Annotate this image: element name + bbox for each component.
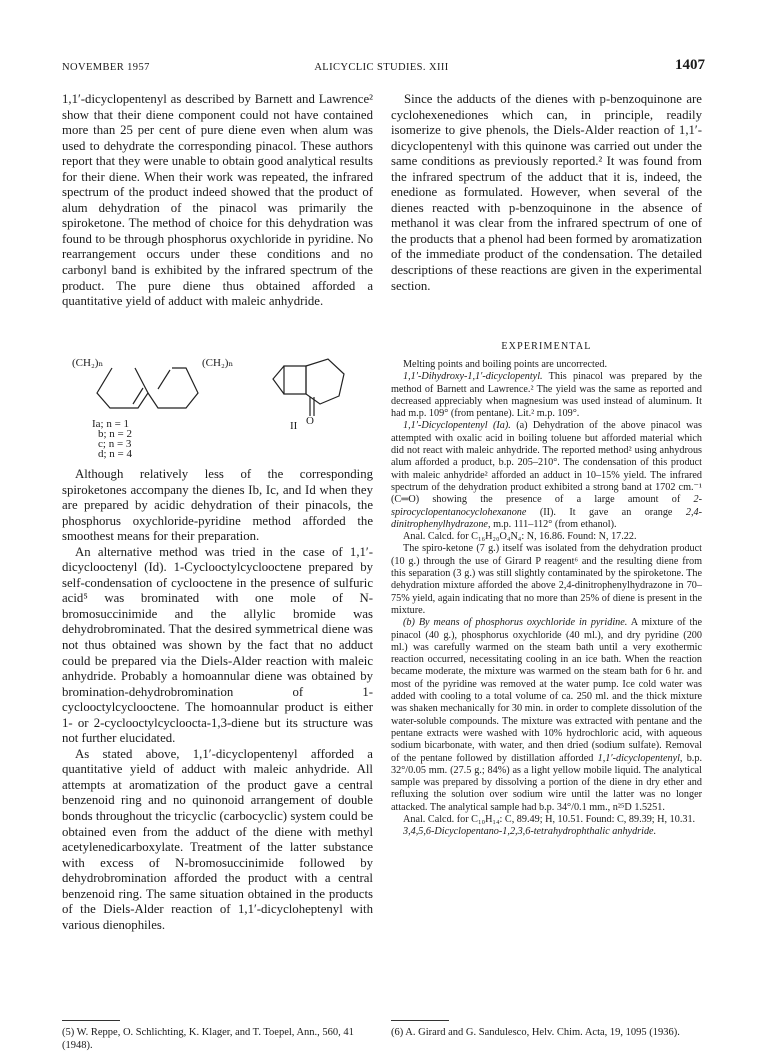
compound-c-label: c; n = 3 (98, 438, 132, 450)
method-heading: (b) By means of phosphorus oxychloride in pyridine. (403, 617, 628, 629)
ch2-left-label: (CH₂)ₙ (72, 357, 104, 369)
compound-name: 1,1′-Dihydroxy-1,1′-dicyclopentyl. (403, 371, 543, 383)
analysis-line: Anal. Calcd. for C₁₆H₂₀O₄N₄: N, 16.86. Found: N, 17.22. (403, 531, 637, 543)
page-number: 1407 (675, 57, 705, 73)
oxygen-label: O (306, 415, 314, 427)
chemical-structures-figure (62, 348, 373, 463)
left-column-bottom (62, 467, 373, 933)
paragraph: As stated above, 1,1′-dicyclopentenyl afforded a quantitative yield of adduct with maleic anhydride. All attempts at aromatization of the product gave a central benzenoid ring and no quinonoid arrangement of double bonds throughout the tricyclic (carbocyclic) system could be obtained even from the adduct of the diene with methyl acetylenedicarboxylate. Treatment of the latter substance with excess of N-bromosuccinimide followed by dehydrobromination afforded the product with a central benzenoid ring. The same situation obtained in the products of the Diels-Alder reaction of 1,1′-dicycloheptenyl with various dienophiles. (62, 746, 373, 932)
footnote-6: (6) A. Girard and G. Sandulesco, Helv. Chim. Acta, 19, 1095 (1936). (391, 1027, 680, 1038)
paragraph: 1,1′-dicyclopentenyl as described by Barnett and Lawrence² show that their diene component could not have contained more than 25 per cent of pure diene even when alum was used to dehydrate the corresponding pinacol. These authors report that they were unable to obtain good analytical results for their diene. When their work was repeated, the infrared spectrum of the product indeed showed that the product of alum dehydration of the pinacol was primarily the spiroketone. The method of choice for this dehydration was found to be through phosphorus oxychloride in pyridine. No rearrangement occurs under these conditions and no carbonyl band is exhibited by the infrared spectrum of the product. The pure diene thus obtained afforded a quantitative yield of adduct with maleic anhydride. (62, 92, 373, 309)
paragraph: An alternative method was tried in the case of 1,1′-dicyclooctenyl (Id). 1-Cyclooctylcyclooctene prepared by self-condensation of cyclooctene in the presence of sulfuric acid⁵ was brominated with one mole of N-bromosuccinimide and the allylic bromide was dehydrobrominated. That the desired symmetrical diene was not thus obtained was shown by the fact that no adduct could be prepared via the Diels-Alder reaction with maleic anhydride. Probably a homoannular diene was obtained by bromination-dehydrobromination of 1-cyclooctylcyclooctene. The homoannular product is either 1- or 2-cyclooctylcycloocta-1,3-diene but its structure was not further elucidated. (62, 544, 373, 746)
running-header-title: ALICYCLIC STUDIES. XIII (314, 62, 449, 73)
analysis-line: Anal. Calcd. for C₁₀H₁₄: C, 89.49; H, 10.51. Found: C, 89.39; H, 10.31. (403, 813, 696, 825)
paragraph: 1,1′-Dihydroxy-1,1′-dicyclopentyl. This pinacol was prepared by the method of Barnett and Lawrence.² The yield was the same as reported and decreased appreciably when magnesium was used instead of aluminum. It had m.p. 109° (from pentane). Lit.² m.p. 109°. (391, 371, 702, 420)
compound-d-label: d; n = 4 (98, 448, 133, 460)
compound-b-label: b; n = 2 (98, 428, 133, 440)
paragraph: Melting points and boiling points are uncorrected. (403, 359, 607, 370)
paragraph: 1,1′-Dicyclopentenyl (Ia). (a) Dehydration of the above pinacol was attempted with oxalic acid in boiling toluene but afforded material which did not react with maleic anhydride. The reported method² using anhydrous alum afforded a product, b.p. 205–210°. The condensation of this product with maleic anhydride² afforded an adduct in 10–15% yield. The infrared spectrum of the dehydration product exhibited a strong band at 1702 cm.⁻¹ (C═O) showing the presence of a large amount of 2-spirocyclopentanocyclohexanone (II). It gave an orange 2,4-dinitrophenylhydrazone, m.p. 111–112° (from ethanol). (391, 420, 702, 530)
paragraph: The spiro-ketone (7 g.) itself was isolated from the dehydration product (10 g.) through the use of Girard P reagent⁶ and the resulting diene from this separation (3 g.) was still slightly contaminated by the spiroketone. The dehydration mixture afforded the above 2,4-dinitrophenylhydrazone in 70–75% yield, again indicating that no more than 25% of diene is present in the mixture. (391, 543, 702, 616)
paragraph: Since the adducts of the dienes with p-benzoquinone are cyclohexenediones which can, in principle, readily isomerize to give phenols, the Diels-Alder reaction of 1,1′-dicyclopentenyl with this quinone was carried out under the same conditions as previously reported.² It was found from the infrared spectrum of the adduct that it is, indeed, the enedione as formulated. However, when several of the dienes reacted with p-benzoquinone in the absence of methanol it was clear from the infrared spectrum of one of the products that a phenol had been formed by aromatization of the immediate product of the condensation. The detailed descriptions of these reactions are given in the experimental section. (391, 92, 702, 293)
compound-ii-label: II (290, 420, 298, 432)
running-header-date: NOVEMBER 1957 (62, 62, 150, 73)
footnote-rule-left (62, 1020, 120, 1021)
experimental-body (391, 359, 702, 839)
compound-ia-label: Ia; n = 1 (92, 418, 130, 430)
left-column-top (62, 92, 373, 310)
paragraph: (b) By means of phosphorus oxychloride in pyridine. A mixture of the pinacol (40 g.), phosphorus oxychloride (40 ml.), and dry pyridine (200 ml.) was carefully warmed on the steam bath until a very exothermic reaction occurred, necessitating cooling in an ice bath. When the reaction became moderate, the mixture was warmed on the steam bath for 6 hr. and most of the pyridine was removed at the water pump. Ice cold water was added with cooling to a total volume of ca. 250 ml. and the thick mixture was shaken mechanically for 30 min. in order to complete dissolution of the water-soluble compounds. The mixture was extracted with pentane and the pentane extracts were washed with 10% hydrochloric acid, with aqueous sodium bicarbonate, with water, and then dried (sodium sulfate). Removal of the pentane followed by distillation afforded 1,1′-dicyclopentenyl, b.p. 32°/0.05 mm. (27.5 g.; 84%) as a light yellow mobile liquid. The analytical sample was prepared by dissolving a portion of the diene in dry ether and refluxing the solution over sodium wire until the latter was no longer attacked. The analytical sample had b.p. 34°/0.1 mm., n²⁵D 1.5251. (391, 617, 702, 813)
right-column-top (391, 92, 702, 294)
footnote-rule-right (391, 1020, 449, 1021)
paragraph: Although relatively less of the corresponding spiroketones accompany the dienes Ib, Ic, and Id when they are prepared by acidic dehydration of their pinacols, the phosphorus oxychloride-pyridine method afforded the smoothest means for their preparation. (62, 467, 373, 544)
experimental-heading: EXPERIMENTAL (501, 341, 592, 352)
ch2-right-label: (CH₂)ₙ (202, 357, 234, 369)
compound-heading: 3,4,5,6-Dicyclopentano-1,2,3,6-tetrahydrophthalic anhydride. (403, 826, 657, 838)
footnote-5: (5) W. Reppe, O. Schlichting, K. Klager, and T. Toepel, Ann., 560, 41 (1948). (62, 1027, 354, 1051)
compound-name: 1,1′-Dicyclopentenyl (Ia). (403, 420, 511, 432)
